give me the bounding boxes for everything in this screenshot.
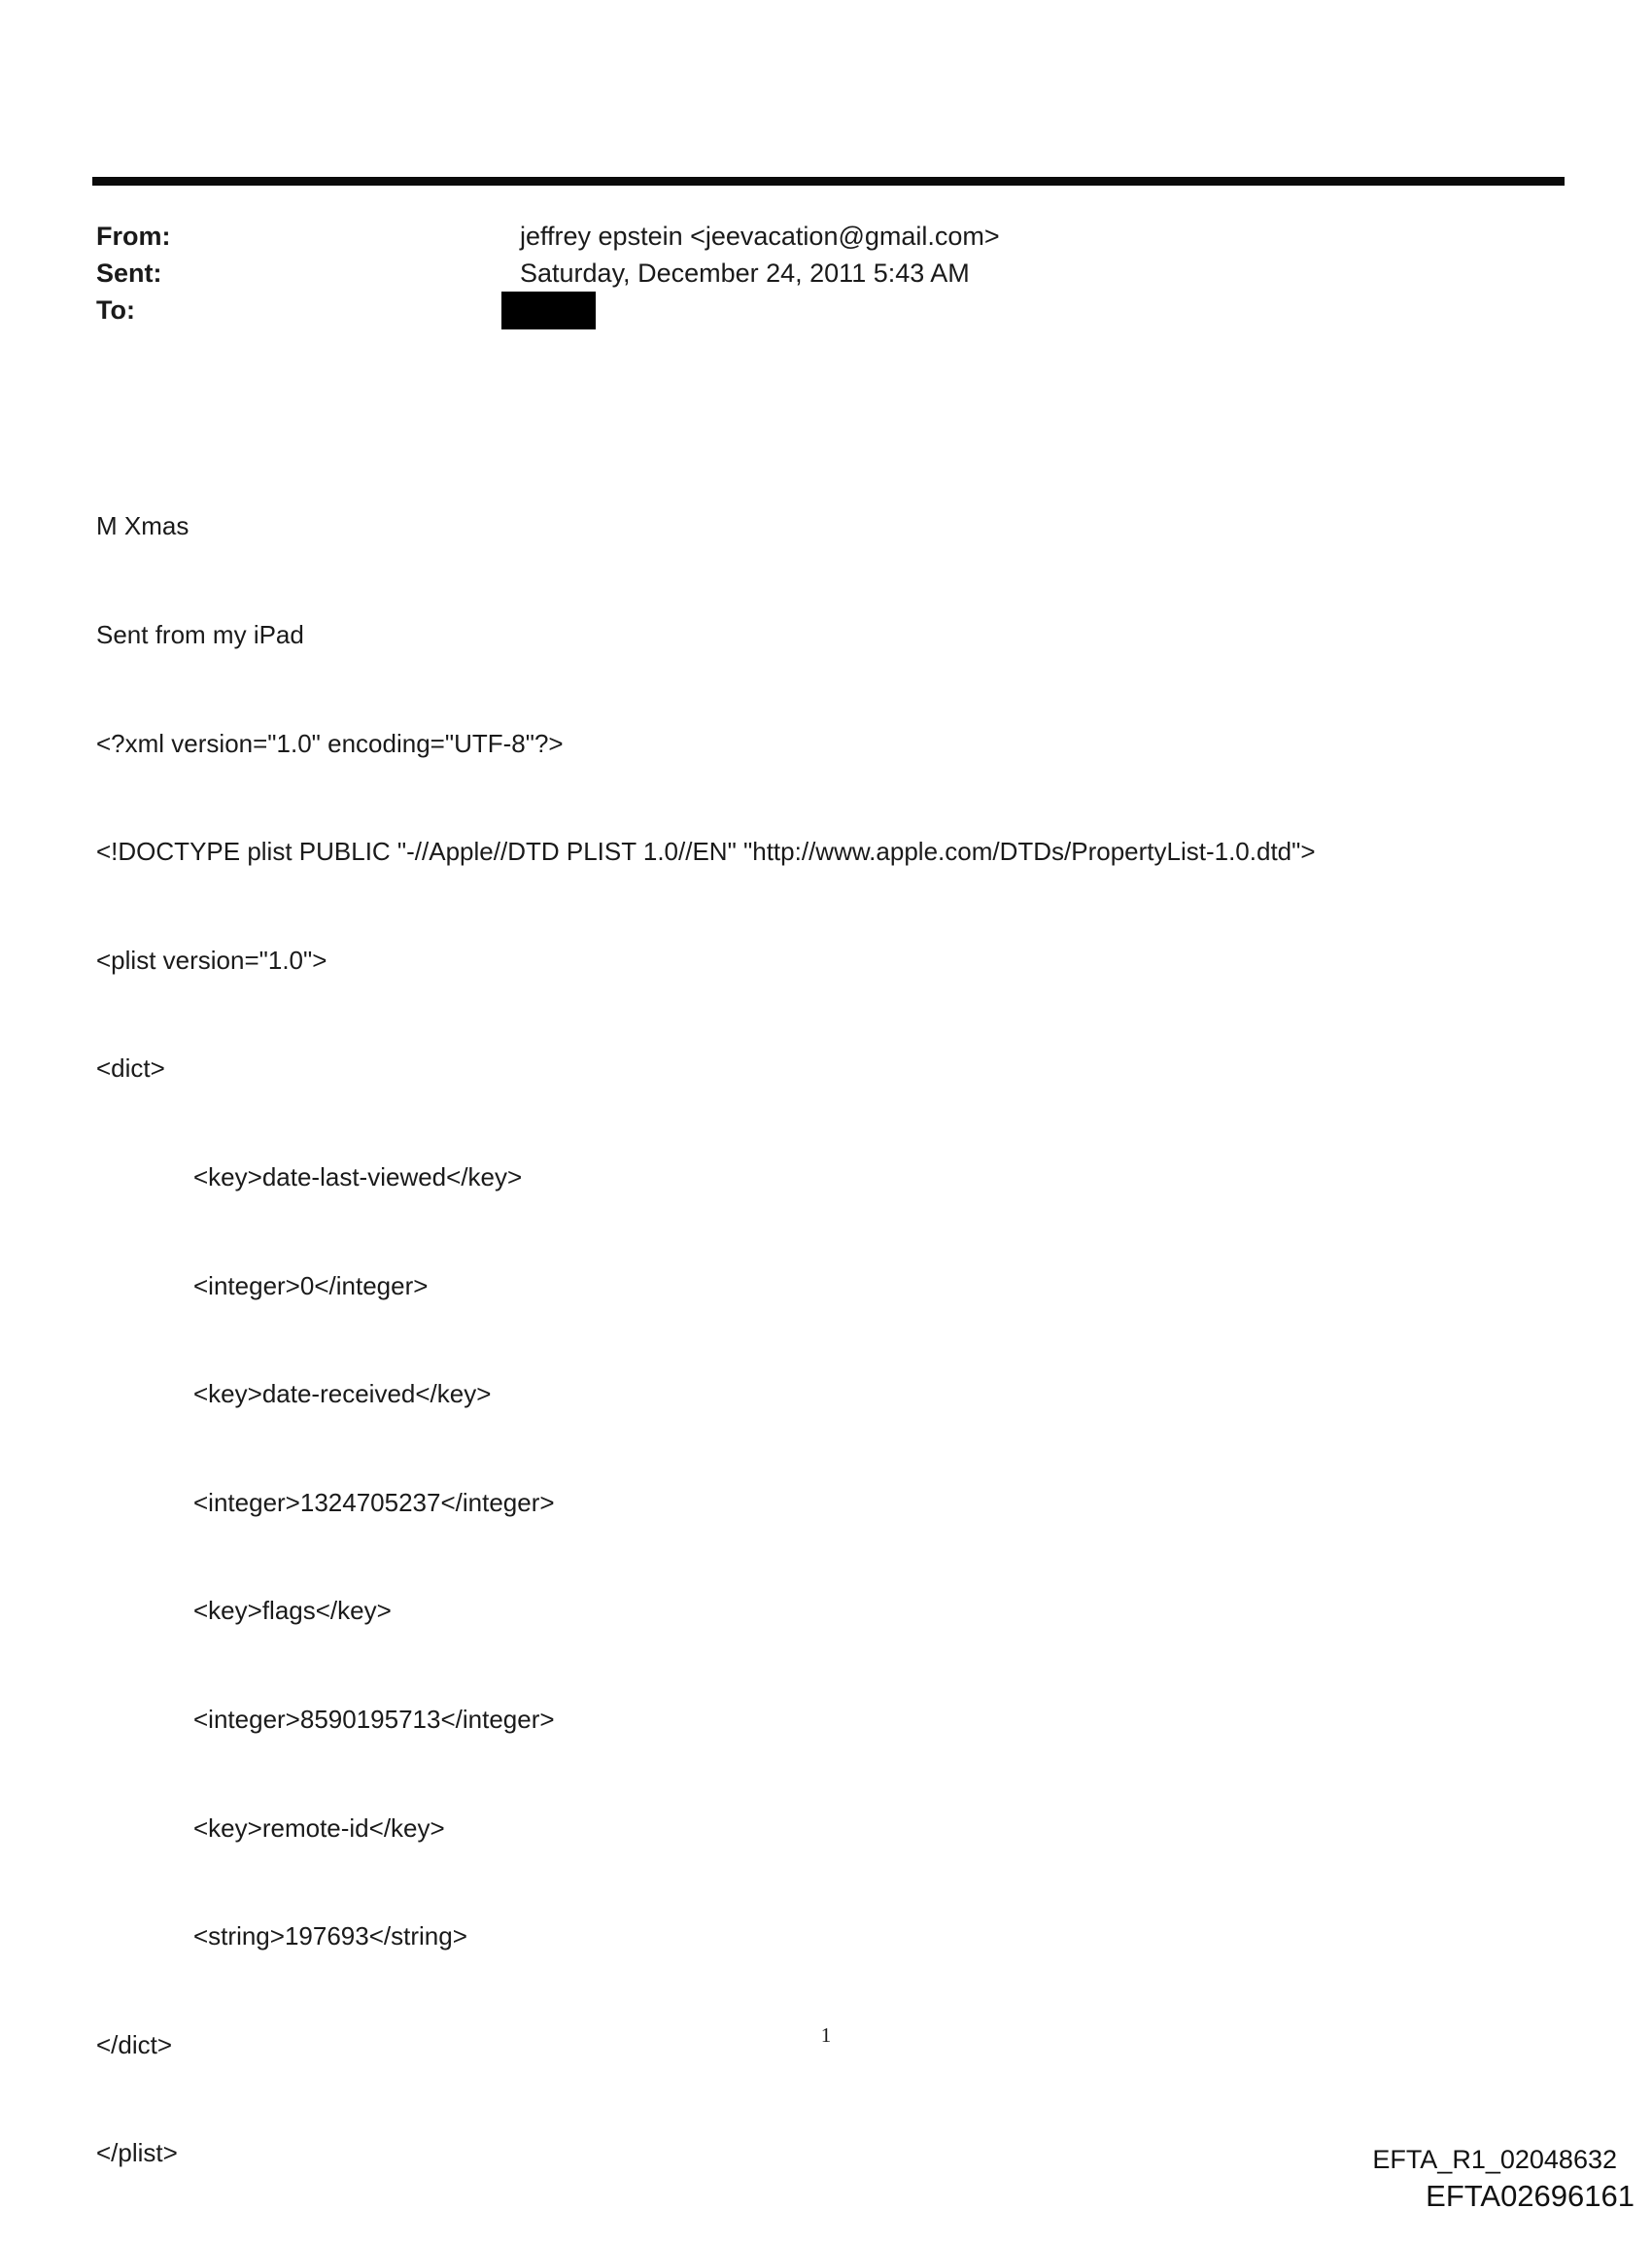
- to-label: To:: [96, 295, 135, 325]
- email-header: [96, 218, 1457, 328]
- from-label: From:: [96, 222, 171, 251]
- redaction-block: [501, 292, 596, 329]
- body-line: </plist>: [96, 2138, 178, 2168]
- body-line: <?xml version="1.0" encoding="UTF-8"?>: [96, 728, 564, 758]
- sent-label: Sent:: [96, 259, 162, 288]
- sent-row: [96, 255, 1457, 292]
- email-body: [96, 436, 1316, 2244]
- body-line: <key>remote-id</key>: [193, 1812, 445, 1843]
- body-line: <!DOCTYPE plist PUBLIC "-//Apple//DTD PLIST 1.0//EN" "http://www.apple.com/DTDs/PropertyList-1.0.dtd">: [96, 837, 1316, 867]
- body-line: <key>date-last-viewed</key>: [193, 1161, 523, 1191]
- header-rule: [92, 177, 1565, 186]
- body-line: <integer>0</integer>: [193, 1270, 429, 1300]
- page-number: 1: [820, 2023, 832, 2047]
- doc-id-secondary: EFTA02696161: [1426, 2179, 1635, 2213]
- document-ids: [1372, 2142, 1635, 2214]
- body-line: Sent from my iPad: [96, 620, 304, 649]
- body-line: <plist version="1.0">: [96, 945, 327, 975]
- body-line: </dict>: [96, 2029, 173, 2059]
- from-row: [96, 218, 1457, 255]
- body-line: M Xmas: [96, 511, 189, 541]
- body-line: <key>flags</key>: [193, 1596, 392, 1626]
- body-line: <integer>8590195713</integer>: [193, 1704, 555, 1734]
- from-value: jeffrey epstein <jeevacation@gmail.com>: [520, 222, 1000, 251]
- body-line: <integer>1324705237</integer>: [193, 1487, 555, 1517]
- body-line: <key>date-received</key>: [193, 1379, 492, 1409]
- doc-id-primary: EFTA_R1_02048632: [1372, 2145, 1617, 2174]
- body-line: <string>197693</string>: [193, 1921, 467, 1951]
- sent-value: Saturday, December 24, 2011 5:43 AM: [520, 259, 970, 288]
- body-line: <dict>: [96, 1053, 165, 1084]
- to-row: [96, 292, 1457, 328]
